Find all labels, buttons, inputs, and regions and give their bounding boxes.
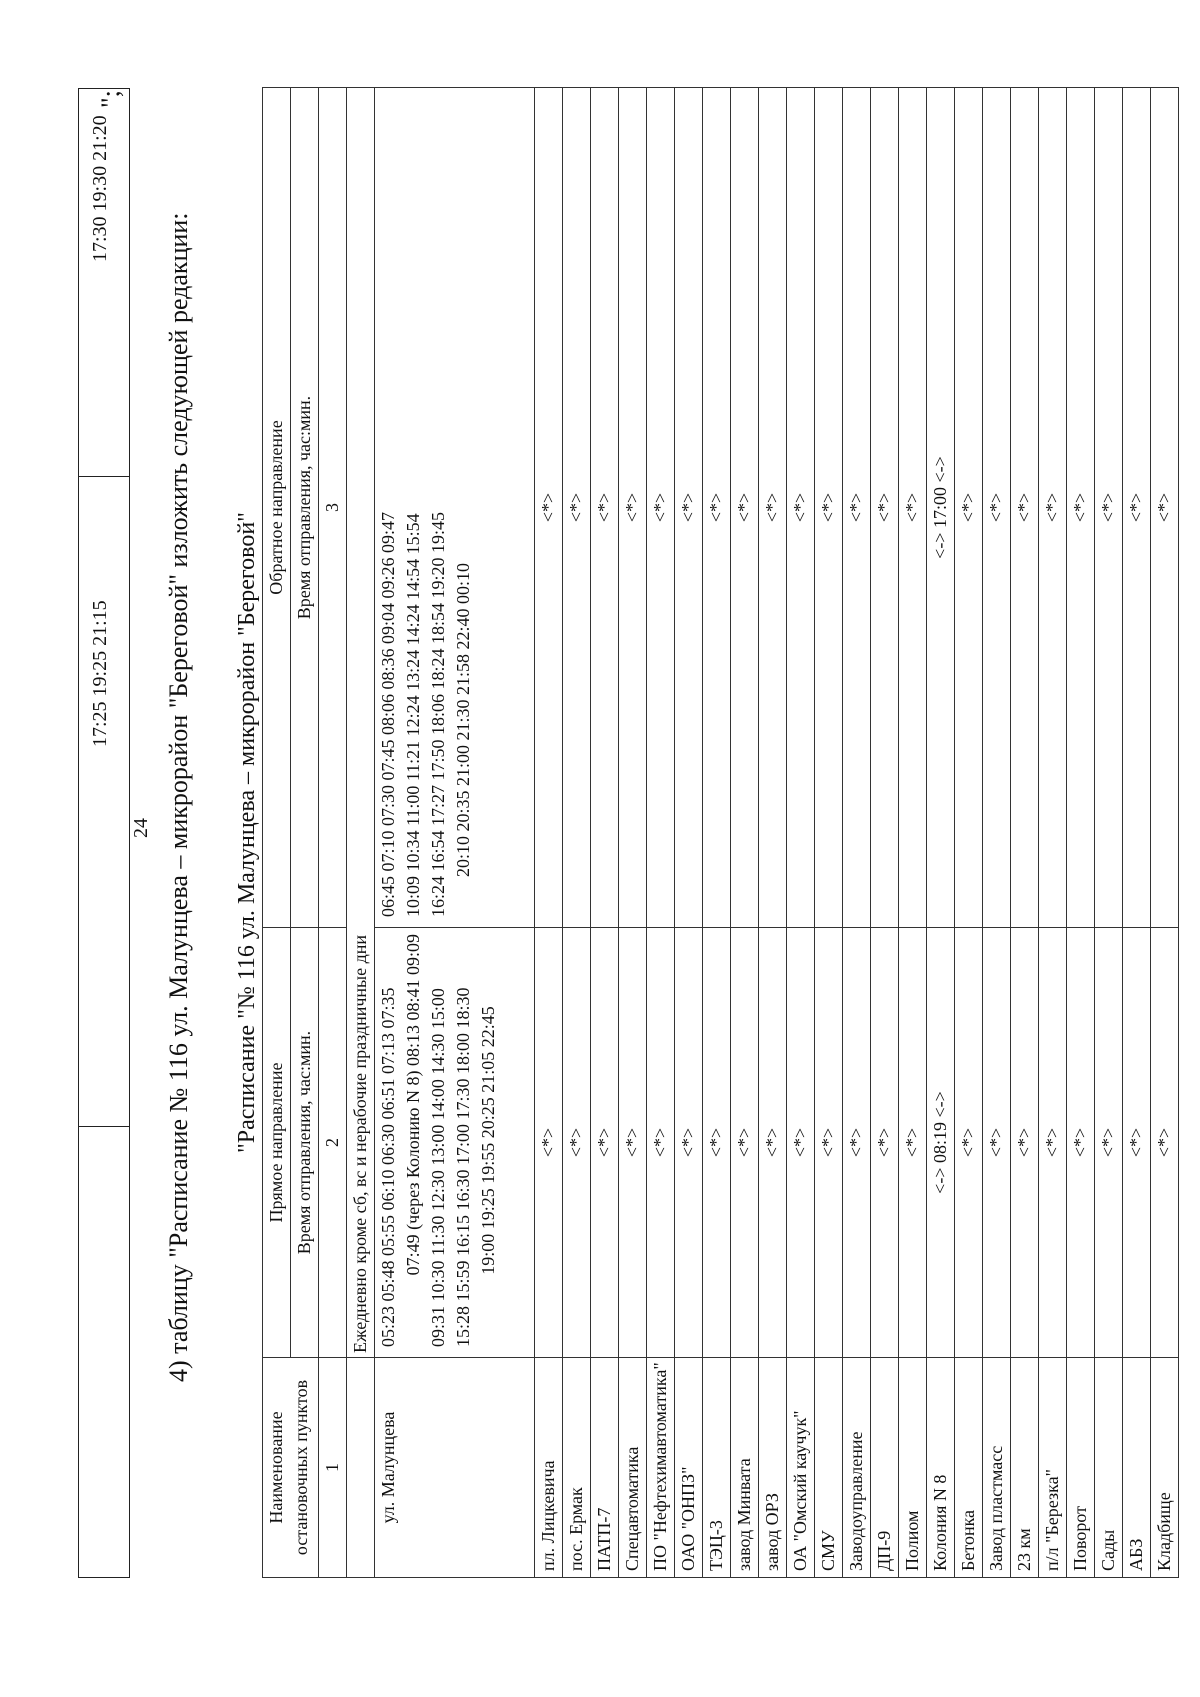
backward-time: <*> (675, 88, 703, 928)
stop-name: Кладбище (1151, 1358, 1179, 1578)
forward-time: <*> (675, 928, 703, 1358)
closing-quote: "; (96, 90, 125, 108)
backward-times-line: 16:24 16:54 17:27 17:50 18:06 18:24 18:54 19:20 19:45 (428, 511, 448, 917)
forward-time: <*> (1039, 928, 1067, 1358)
subheader-row (291, 88, 319, 1578)
forward-time: <*> (1095, 928, 1123, 1358)
forward-times-line: 19:00 19:25 19:55 20:25 21:05 22:45 (478, 1006, 498, 1275)
backward-time: <*> (1151, 88, 1179, 928)
fragment-cell (79, 1126, 129, 1577)
backward-times-cell (375, 88, 535, 928)
document-page (78, 88, 1174, 1578)
column-number: 1 (319, 1358, 347, 1578)
column-number-row (319, 88, 347, 1578)
forward-time: <*> (1011, 928, 1039, 1358)
stop-name: пос. Ермак (563, 1358, 591, 1578)
stop-name: ДП-9 (871, 1358, 899, 1578)
intro-paragraph: 4) таблицу "Расписание № 116 ул. Малунцева – микрорайон "Береговой" изложить следующей редакции: (164, 212, 193, 1382)
backward-time: <-> 17:00 <-> (927, 88, 955, 928)
backward-time: <*> (787, 88, 815, 928)
forward-time: <*> (899, 928, 927, 1358)
backward-times-line: 10:09 10:34 11:00 11:21 12:24 13:24 14:24 14:54 15:54 (403, 513, 423, 917)
backward-direction-header: Обратное направление (263, 88, 291, 928)
table-row (535, 88, 563, 1578)
stop-name: п/л "Березка" (1039, 1358, 1067, 1578)
stop-name: ОА "Омский каучук" (787, 1358, 815, 1578)
stop-name: ТЭЦ-3 (703, 1358, 731, 1578)
column-number: 3 (319, 88, 347, 928)
table-row (1011, 88, 1039, 1578)
table-row (563, 88, 591, 1578)
forward-times-line: 09:31 10:30 11:30 12:30 13:00 14:00 14:30 15:00 (428, 988, 448, 1347)
section-row (347, 88, 375, 1578)
stop-name: СМУ (815, 1358, 843, 1578)
forward-time: <*> (1151, 928, 1179, 1358)
stop-name: Заводоуправление (843, 1358, 871, 1578)
stop-column-header: Наименование остановочных пунктов (263, 1358, 319, 1578)
backward-time: <*> (843, 88, 871, 928)
table-row (1095, 88, 1123, 1578)
backward-time: <*> (955, 88, 983, 928)
backward-time: <*> (1011, 88, 1039, 928)
forward-time: <*> (731, 928, 759, 1358)
stop-name: ПО "Нефтехимавтоматика" (647, 1358, 675, 1578)
table-row (1067, 88, 1095, 1578)
backward-time: <*> (871, 88, 899, 928)
table-row (759, 88, 787, 1578)
stop-name: Полиом (899, 1358, 927, 1578)
table-row (983, 88, 1011, 1578)
forward-times-line: 07:49 (через Колонию N 8) 08:13 08:41 09:09 (403, 934, 423, 1276)
page-number: 24 (130, 818, 152, 838)
backward-time: <*> (731, 88, 759, 928)
backward-time: <*> (703, 88, 731, 928)
stop-name: ОАО "ОНПЗ" (675, 1358, 703, 1578)
backward-time: <*> (1067, 88, 1095, 928)
stop-name: Бетонка (955, 1358, 983, 1578)
stop-name: ПАТП-7 (591, 1358, 619, 1578)
stop-name: пл. Лицкевича (535, 1358, 563, 1578)
backward-time-subheader: Время отправления, час:мин. (291, 88, 319, 928)
first-stop-name: ул. Малунцева (375, 1358, 535, 1578)
forward-time: <*> (843, 928, 871, 1358)
forward-time: <*> (703, 928, 731, 1358)
forward-time: <*> (1123, 928, 1151, 1358)
forward-time: <*> (955, 928, 983, 1358)
table-row (647, 88, 675, 1578)
table-row (591, 88, 619, 1578)
forward-times-line: 05:23 05:48 05:55 06:10 06:30 06:51 07:13 07:35 (378, 987, 398, 1347)
forward-time: <-> 08:19 <-> (927, 928, 955, 1358)
forward-direction-header: Прямое направление (263, 928, 291, 1358)
stop-name: завод Минвата (731, 1358, 759, 1578)
backward-time: <*> (1123, 88, 1151, 928)
fragment-times-left: 17:25 19:25 21:15 (89, 600, 111, 747)
table-title-row (234, 88, 263, 1578)
stop-name: Сады (1095, 1358, 1123, 1578)
stop-name: Колония N 8 (927, 1358, 955, 1578)
fragment-cell (79, 476, 129, 1127)
first-stop-row (375, 88, 535, 1578)
table-row (787, 88, 815, 1578)
forward-time: <*> (591, 928, 619, 1358)
forward-time: <*> (983, 928, 1011, 1358)
section-title: Ежедневно кроме сб, вс и нерабочие праздничные дни (347, 88, 375, 1358)
stop-name: 23 км (1011, 1358, 1039, 1578)
forward-time: <*> (1067, 928, 1095, 1358)
backward-times-line: 06:45 07:10 07:30 07:45 08:06 08:36 09:04 09:26 09:47 (378, 511, 398, 917)
forward-time: <*> (647, 928, 675, 1358)
table-row (955, 88, 983, 1578)
table-row (843, 88, 871, 1578)
forward-time: <*> (535, 928, 563, 1358)
table-title: "Расписание "№ 116 ул. Малунцева – микрорайон "Береговой" (234, 512, 260, 1153)
table-row (815, 88, 843, 1578)
table-row (703, 88, 731, 1578)
backward-time: <*> (1039, 88, 1067, 928)
fragment-times-right: 17:30 19:30 21:20 (89, 115, 111, 262)
forward-times-cell (375, 928, 535, 1358)
header-row (263, 88, 291, 1578)
backward-time: <*> (647, 88, 675, 928)
backward-time: <*> (535, 88, 563, 928)
table-row (619, 88, 647, 1578)
previous-table-fragment (78, 88, 130, 1578)
forward-time-subheader: Время отправления, час:мин. (291, 928, 319, 1358)
backward-times-line: 20:10 20:35 21:00 21:30 21:58 22:40 00:10 (453, 562, 473, 877)
table-row (1039, 88, 1067, 1578)
backward-time: <*> (759, 88, 787, 928)
section-empty-cell (347, 1358, 375, 1578)
forward-time: <*> (563, 928, 591, 1358)
table-row (899, 88, 927, 1578)
stop-name: Поворот (1067, 1358, 1095, 1578)
table-row (1151, 88, 1179, 1578)
backward-time: <*> (1095, 88, 1123, 928)
table-row (871, 88, 899, 1578)
forward-times-line: 15:28 15:59 16:15 16:30 17:00 17:30 18:00 18:30 (453, 987, 473, 1347)
forward-time: <*> (815, 928, 843, 1358)
forward-time: <*> (619, 928, 647, 1358)
backward-time: <*> (983, 88, 1011, 928)
backward-time: <*> (899, 88, 927, 928)
forward-time: <*> (871, 928, 899, 1358)
backward-time: <*> (815, 88, 843, 928)
forward-time: <*> (759, 928, 787, 1358)
stop-name: Завод пластмасс (983, 1358, 1011, 1578)
stops-body (535, 88, 1179, 1578)
table-row (731, 88, 759, 1578)
backward-time: <*> (563, 88, 591, 928)
column-number: 2 (319, 928, 347, 1358)
schedule-table (234, 87, 1179, 1578)
forward-time: <*> (787, 928, 815, 1358)
backward-time: <*> (591, 88, 619, 928)
stop-name: завод ОРЗ (759, 1358, 787, 1578)
table-row (675, 88, 703, 1578)
table-row (1123, 88, 1151, 1578)
table-row (927, 88, 955, 1578)
stop-name: Спецавтоматика (619, 1358, 647, 1578)
backward-time: <*> (619, 88, 647, 928)
stop-name: АБЗ (1123, 1358, 1151, 1578)
